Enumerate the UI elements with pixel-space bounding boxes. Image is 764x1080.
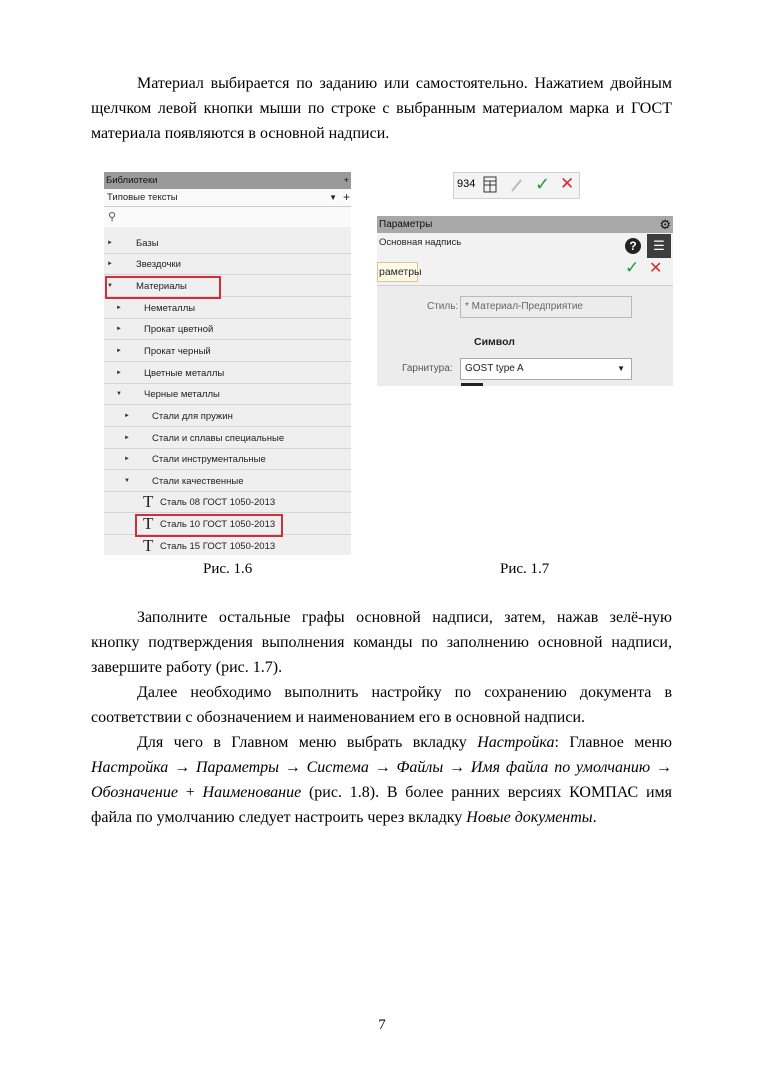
add-icon[interactable]: +: [342, 190, 350, 204]
confirm-icon[interactable]: ✓: [535, 174, 551, 194]
paragraph-intro: Материал выбирается по заданию или самостоятельно. Нажатием двойным щелчком левой кнопки мыши по строке с выбранным материалом марка и ГОСТ материала появляются в основной надписи.: [91, 75, 672, 142]
style-label: Стиль:: [427, 301, 459, 312]
tree-item-stali-kachestv[interactable]: ▼ Стали качественные: [104, 471, 351, 492]
toolbar-snippet: [453, 172, 580, 199]
text-icon: T: [143, 536, 154, 555]
pencil-icon[interactable]: [510, 177, 524, 196]
expand-icon[interactable]: ►: [116, 326, 122, 332]
text-icon: T: [143, 514, 154, 533]
cancel-icon[interactable]: ✕: [560, 174, 575, 193]
tooltip: раметры: [377, 262, 418, 282]
expand-icon[interactable]: ►: [107, 261, 113, 267]
highlight-materialy: [105, 276, 221, 299]
style-field[interactable]: * Материал-Предприятие: [460, 296, 632, 318]
tree-item-prokat-cvetnoy[interactable]: ► Прокат цветной: [104, 319, 351, 340]
paragraph-menu-path: Для чего в Главном меню выбрать вкладку Настройка: Главное меню Настройка → Параметры → Система → Файлы → Имя файла по умолчанию → Обозначение + Наименование (рис. 1.8). В более ранних версиях КОМПАС имя файла по умолчанию следует настроить через вкладку Новые документы.: [91, 734, 672, 826]
expand-icon[interactable]: ►: [124, 413, 130, 419]
chevron-down-icon[interactable]: ▼: [329, 193, 337, 202]
search-input[interactable]: [104, 207, 351, 227]
figure-caption-1-6: Рис. 1.6: [203, 561, 253, 577]
search-icon: ⚲: [108, 211, 117, 223]
tree-item-stal10[interactable]: T Сталь 10 ГОСТ 1050-2013: [104, 514, 351, 535]
tree-item-stali-pruzhin[interactable]: ► Стали для пружин: [104, 406, 351, 427]
gear-icon[interactable]: ⚙: [659, 217, 671, 232]
tree-item-stal15[interactable]: T Сталь 15 ГОСТ 1050-2013: [104, 536, 351, 555]
confirm-icon[interactable]: ✓: [625, 258, 640, 277]
expand-icon[interactable]: ►: [116, 370, 122, 376]
library-select[interactable]: Типовые тексты ▼ +: [104, 189, 351, 207]
tree-item-chernye-metally[interactable]: ▼ Черные металлы: [104, 384, 351, 405]
parameters-panel: [377, 216, 673, 386]
library-panel: [104, 172, 351, 555]
font-select[interactable]: GOST type A ▼: [460, 358, 632, 380]
font-label: Гарнитура:: [402, 363, 453, 374]
collapse-icon[interactable]: ▼: [107, 283, 113, 289]
tree-item-prokat-cherny[interactable]: ► Прокат черный: [104, 341, 351, 362]
parameters-title: Параметры ⚙: [379, 217, 671, 232]
tree-item-stali-splavy[interactable]: ► Стали и сплавы специальные: [104, 428, 351, 449]
paragraph-settings: Далее необходимо выполнить настройку по сохранению документа в соответствии с обозначением и наименованием его в основной надписи.: [91, 684, 672, 726]
cancel-icon[interactable]: ✕: [649, 260, 663, 277]
help-icon[interactable]: ?: [625, 238, 641, 254]
tree-item-stal08[interactable]: T Сталь 08 ГОСТ 1050-2013: [104, 492, 351, 513]
chevron-down-icon[interactable]: ▼: [617, 364, 625, 373]
expand-icon[interactable]: ►: [124, 435, 130, 441]
subtitle: Основная надпись: [379, 237, 462, 248]
paragraph-fill-stamp: Заполните остальные графы основной надписи, затем, нажав зелё-ную кнопку подтверждения выполнения команды по заполнению основной надписи, завершите работу (рис. 1.7).: [91, 609, 672, 676]
tree-item-stali-instrument[interactable]: ► Стали инструментальные: [104, 449, 351, 470]
tree-item-zvezdochki[interactable]: ► Звездочки: [104, 254, 351, 275]
tree-item-nemetally[interactable]: ► Неметаллы: [104, 298, 351, 319]
symbol-header: Символ: [474, 336, 515, 348]
library-panel-title: Библиотеки +: [104, 172, 351, 189]
pin-icon[interactable]: +: [343, 175, 349, 186]
tree-view-icon[interactable]: ☰: [647, 234, 671, 258]
expand-icon[interactable]: ►: [124, 456, 130, 462]
tree-item-cvetnye-metally[interactable]: ► Цветные металлы: [104, 363, 351, 384]
expand-icon[interactable]: ►: [116, 348, 122, 354]
figure-caption-1-7: Рис. 1.7: [500, 561, 550, 577]
tree-item-bazy[interactable]: ► Базы: [104, 233, 351, 254]
grid-icon[interactable]: [483, 176, 497, 196]
highlight-stal10: [135, 514, 283, 537]
expand-icon[interactable]: ►: [107, 240, 113, 246]
coordinate-value: 934: [457, 178, 476, 190]
text-icon: T: [143, 492, 154, 511]
page-number: 7: [378, 1017, 386, 1033]
parameters-body: [377, 286, 673, 386]
collapse-icon[interactable]: ▼: [116, 391, 122, 397]
parameters-header: [377, 233, 673, 286]
expand-icon[interactable]: ►: [116, 305, 122, 311]
tree-item-materialy[interactable]: ▼ Материалы: [104, 276, 351, 297]
collapse-icon[interactable]: ▼: [124, 478, 130, 484]
focus-indicator: [461, 383, 483, 386]
